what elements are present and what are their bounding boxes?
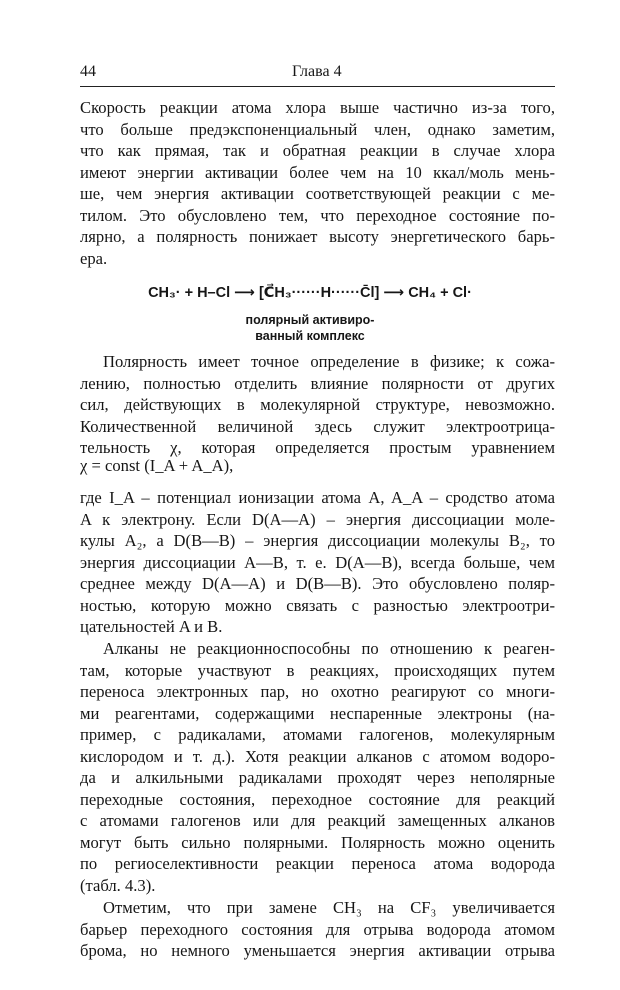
scheme-caption-line: ванный комплекс xyxy=(255,329,365,343)
paragraph-4 xyxy=(80,638,555,896)
text-line: да и алкильными радикалами проходят через неполярные xyxy=(80,768,555,787)
text-line: сил, действующих в молекулярной структуре, невозможно. xyxy=(80,395,555,414)
page-header xyxy=(80,63,552,85)
text-line: Скорость реакции атома хлора выше частично из-за того, xyxy=(80,98,555,117)
paragraph-3 xyxy=(80,487,555,638)
text-line: ше, чем энергия активации соответствующей реакции с ме- xyxy=(80,184,555,203)
text-line: по региоселективности реакции переноса атома водорода xyxy=(80,854,555,873)
text-line: с атомами галогенов или для реакций замещенных алканов xyxy=(80,811,555,830)
text-line: кулы A₂, а D(B—B) – энергия диссоциации молекулы B₂, то xyxy=(80,531,555,550)
header-rule xyxy=(80,86,555,87)
text-line: Полярность имеет точное определение в физике; к сожа- xyxy=(103,352,555,371)
text-line: переходные состояния, переходное состояние для реакций xyxy=(80,789,555,809)
scheme-caption xyxy=(0,312,620,344)
text-line: тилом. Это обусловлено тем, что переходное состояние по- xyxy=(80,205,555,225)
text-line: Алканы не реакционноспособны по отношению к реаген- xyxy=(103,639,555,658)
text-line: ера. xyxy=(80,248,108,268)
paragraph-1 xyxy=(80,97,555,269)
text-line: среднее между D(A—A) и D(B—B). Это обусловлено поляр- xyxy=(80,574,555,593)
text-line: (табл. 4.3). xyxy=(80,875,156,895)
reaction-scheme: CH₃· + H–Cl ⟶ [C⃗H₃······H······C̄l] ⟶ CH₄ + Cl· xyxy=(148,285,472,301)
text-line: цательностей A и B. xyxy=(80,617,223,636)
chapter-title: Глава 4 xyxy=(292,63,342,80)
text-line: имеют энергии активации более чем на 10 ккал/моль мень- xyxy=(80,162,555,182)
text-line: барьер переходного состояния для отрыва водорода атомом xyxy=(80,919,555,939)
text-line: пример, с радикалами, атомами галогенов, молекулярным xyxy=(80,725,555,744)
paragraph-2 xyxy=(80,351,555,459)
text-line: лению, полностью отделить влияние полярности от других xyxy=(80,373,555,393)
text-line: ми реагентами, содержащими неспаренные электроны (на- xyxy=(80,703,555,723)
text-line: ностью, которую можно связать с разностью электроотри- xyxy=(80,595,555,615)
text-line: что как прямая, так и обратная реакции в случае хлора xyxy=(80,141,555,160)
text-line: тельность χ, которая определяется простым уравнением xyxy=(80,438,555,457)
scheme-caption-line: полярный активиро- xyxy=(245,313,375,327)
text-line: лярно, а полярность понижает высоту энергетического барь- xyxy=(80,227,555,246)
text-line: Отметим, что при замене CH₃ на CF₃ увеличивается xyxy=(103,898,555,917)
text-line: переноса электронных пар, но охотно реагируют со многи- xyxy=(80,682,555,701)
text-line: Количественной величиной здесь служит электроотрица- xyxy=(80,416,555,436)
text-line: A к электрону. Если D(A—A) – энергия диссоциации моле- xyxy=(80,509,555,529)
text-line: там, которые участвуют в реакциях, происходящих путем xyxy=(80,660,555,680)
text-line: могут быть сильно полярными. Полярность можно оценить xyxy=(80,832,555,852)
text-line: брома, но немного уменьшается энергия активации отрыва xyxy=(80,941,555,960)
text-line: кислородом и т. д.). Хотя реакции алканов с атомом водоро- xyxy=(80,746,555,766)
paragraph-5 xyxy=(80,897,555,962)
page-number: 44 xyxy=(80,63,96,80)
text-line: энергия диссоциации A—B, т. е. D(A—B), всегда больше, чем xyxy=(80,552,555,572)
text-line: где I_A – потенциал ионизации атома A, A_A – сродство атома xyxy=(80,488,555,507)
electronegativity-equation: χ = const (I_A + A_A), xyxy=(80,456,234,475)
text-line: что больше предэкспоненциальный член, однако заметим, xyxy=(80,119,555,139)
